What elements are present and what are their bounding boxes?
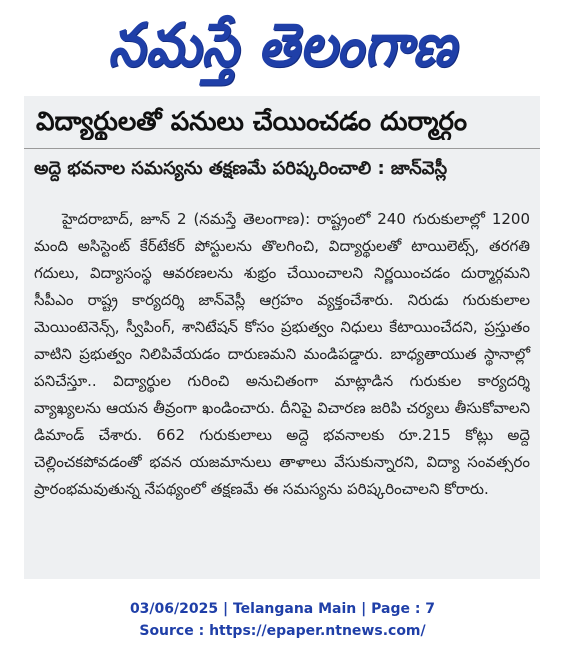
headline-divider <box>24 148 540 149</box>
publication-meta: 03/06/2025 | Telangana Main | Page : 7 <box>129 601 436 617</box>
article-body: హైదరాబాద్, జూన్ 2 (నమస్తే తెలంగాణ): రాష్ట్రంలో 240 గురుకులాల్లో 1200 మంది అసిస్టెంట్ కేర్‌టేకర్ పోస్టులను తొలగించి, విద్యార్థులతో టాయిలెట్స్, తరగతి గదులు, విద్యాసంస్థ ఆవరణలను శుభ్రం చేయించాలని నిర్ణయించడం దుర్మార్గమని సీపీఎం రాష్ట్ర కార్యదర్శి జాన్‌వెస్లీ ఆగ్రహం వ్యక్తంచేశారు. నిరుడు గురుకులాల మెయింటెనెన్స్, స్వీపింగ్, శానిటేషన్ కోసం ప్రభుత్వం నిధులు కేటాయించేదని, ప్రస్తుతం వాటిని ప్రభుత్వం నిలిపివేయడం దారుణమని మండిపడ్డారు. బాధ్యతాయుత స్థానాల్లో పనిచేస్తూ.. విద్యార్థుల గురించి అనుచితంగా మాట్లాడిన గురుకుల కార్యదర్శి వ్యాఖ్యలను ఆయన తీవ్రంగా ఖండించారు. దీనిపై విచారణ జరిపి చర్యలు తీసుకోవాలని డిమాండ్ చేశారు. 662 గురుకులాలు అద్దె భవనాలకు రూ.215 కోట్లు అద్దె చెల్లించకపోవడంతో భవన యజమానులు తాళాలు వేసుకున్నారని, విద్యా సంవత్సరం ప్రారంభమవుతున్న నేపథ్యంలో తక్షణమే ఈ సమస్యను పరిష్కరించాలని కోరారు. <box>34 210 530 498</box>
source-link[interactable]: Source : https://epaper.ntnews.com/ <box>139 623 426 639</box>
article-headline: విద్యార్థులతో పనులు చేయించడం దుర్మార్గం <box>36 107 468 137</box>
article-clipping <box>24 96 540 579</box>
newspaper-masthead <box>0 6 565 86</box>
clipping-footer <box>0 598 565 642</box>
masthead-title: నమస్తే తెలంగాణ <box>108 11 457 81</box>
article-subheadline: అద్దె భవనాల సమస్యను తక్షణమే పరిష్కరించాలి : జాన్‌వెస్లీ <box>34 158 448 179</box>
